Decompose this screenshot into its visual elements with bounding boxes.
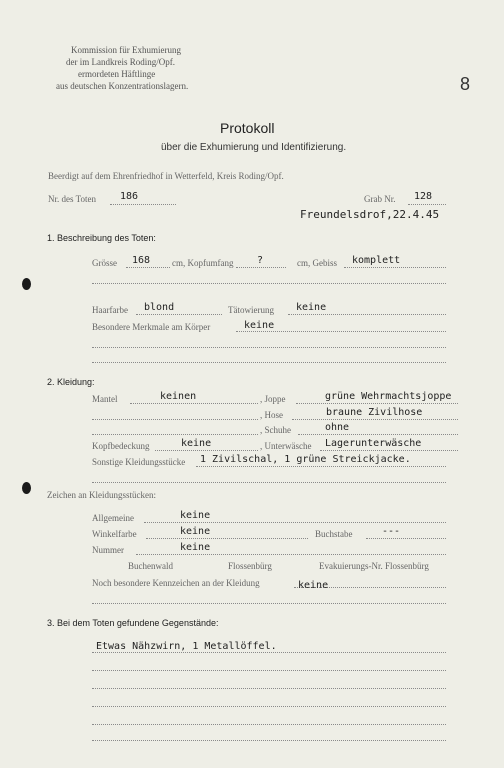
mantel-label: Mantel (92, 394, 118, 404)
org-line-4: aus deutschen Konzentrationslagern. (56, 81, 189, 91)
org-line-2: der im Landkreis Roding/Opf. (66, 57, 175, 67)
gebiss-label: cm, Gebiss (297, 258, 337, 268)
winkelfarbe-value: keine (180, 526, 211, 537)
flossenbuerg-label: Flossenbürg (228, 561, 272, 571)
punch-hole-top (22, 278, 31, 290)
grab-label: Grab Nr. (364, 194, 396, 204)
zeichen-heading: Zeichen an Kleidungsstücken: (47, 490, 156, 500)
sonstige-label: Sonstige Kleidungsstücke (92, 457, 186, 467)
schuhe-label: , Schuhe (260, 425, 291, 435)
page-subtitle: über die Exhumierung und Identifizierung. (161, 142, 347, 153)
hose-label: , Hose (260, 410, 283, 420)
joppe-value: grüne Wehrmachtsjoppe (325, 391, 452, 402)
buchenwald-label: Buchenwald (128, 561, 173, 571)
buchstabe-label: Buchstabe (315, 529, 353, 539)
kopfumfang-label: cm, Kopfumfang (172, 258, 234, 268)
allgemeine-label: Allgemeine (92, 513, 134, 523)
section-3-value: Etwas Nähzwirn, 1 Metallöffel. (96, 641, 277, 652)
unterwaesche-value: Lagerunterwäsche (325, 438, 422, 449)
winkelfarbe-label: Winkelfarbe (92, 529, 137, 539)
kopfumfang-value: ? (257, 255, 264, 266)
place-date: Freundelsdrof,22.4.45 (300, 208, 440, 221)
evakuierung-label: Evakuierungs-Nr. Flossenbürg (319, 561, 429, 571)
org-line-3: ermordeten Häftlinge (78, 69, 156, 79)
kopfbedeckung-label: Kopfbedeckung (92, 441, 150, 451)
mantel-value: keinen (160, 391, 197, 402)
haarfarbe-label: Haarfarbe (92, 305, 128, 315)
section-3-heading: 3. Bei dem Toten gefundene Gegenstände: (47, 618, 219, 628)
grab-value: 128 (414, 191, 433, 202)
groesse-label: Grösse (92, 258, 117, 268)
schuhe-value: ohne (325, 422, 350, 433)
nr-label: Nr. des Toten (48, 194, 96, 204)
merkmale-value: keine (244, 320, 275, 331)
gebiss-value: komplett (352, 255, 401, 266)
kennzeichen-label: Noch besondere Kennzeichen an der Kleidung (92, 578, 260, 588)
nummer-value: keine (180, 542, 211, 553)
burial-place: Beerdigt auf dem Ehrenfriedhof in Wetterfeld, Kreis Roding/Opf. (48, 171, 284, 181)
groesse-value: 168 (132, 255, 151, 266)
taetowierung-label: Tätowierung (228, 305, 274, 315)
org-line-1: Kommission für Exhumierung (71, 45, 181, 55)
allgemeine-value: keine (180, 510, 211, 521)
punch-hole-bottom (22, 482, 31, 494)
hose-value: braune Zivilhose (326, 407, 423, 418)
unterwaesche-label: , Unterwäsche (260, 441, 312, 451)
nr-value: 186 (120, 191, 139, 202)
section-2-heading: 2. Kleidung: (47, 377, 95, 387)
haarfarbe-value: blond (144, 302, 175, 313)
sonstige-value: 1 Zivilschal, 1 grüne Streickjacke. (200, 454, 411, 465)
merkmale-label: Besondere Merkmale am Körper (92, 322, 211, 332)
joppe-label: , Joppe (260, 394, 286, 404)
section-1-heading: 1. Beschreibung des Toten: (47, 233, 156, 243)
page-title: Protokoll (220, 120, 275, 136)
kennzeichen-value: keine (298, 580, 329, 591)
page-number: 8 (460, 74, 471, 94)
nummer-label: Nummer (92, 545, 124, 555)
taetowierung-value: keine (296, 302, 327, 313)
buchstabe-value: --- (382, 526, 401, 537)
kopfbedeckung-value: keine (181, 438, 212, 449)
